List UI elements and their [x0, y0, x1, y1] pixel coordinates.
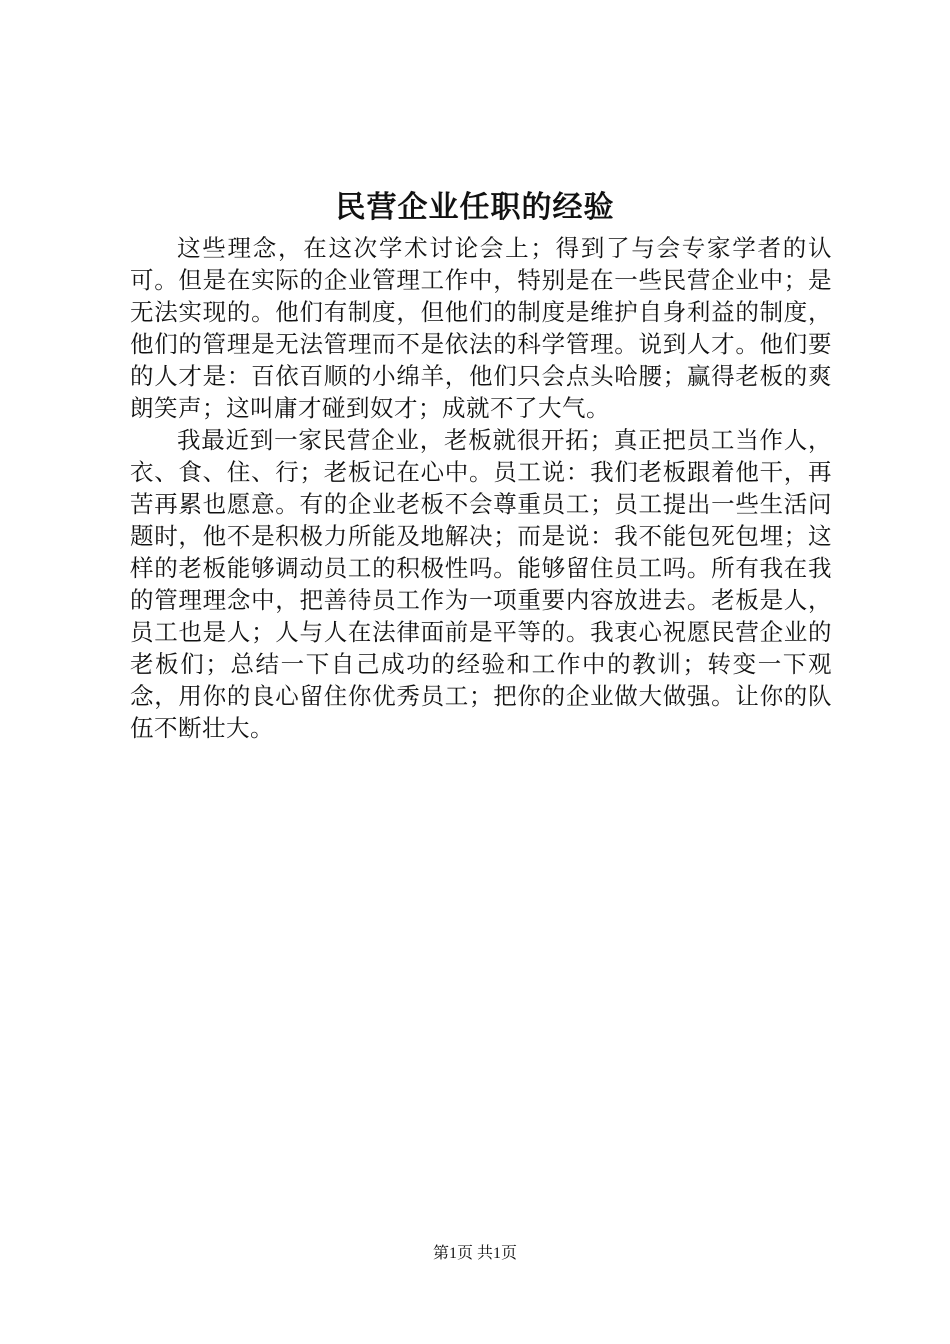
paragraph-2: 我最近到一家民营企业，老板就很开拓；真正把员工当作人，衣、食、住、行；老板记在心中。员工说：我们老板跟着他干，再苦再累也愿意。有的企业老板不会尊重员工；员工提出一些生活问题时，他不是积极力所能及地解决；而是说：我不能包死包埋；这样的老板能够调动员工的积极性吗。能够留住员工吗。所有我在我的管理理念中，把善待员工作为一项重要内容放进去。老板是人，员工也是人；人与人在法律面前是平等的。我衷心祝愿民营企业的老板们；总结一下自己成功的经验和工作中的教训；转变一下观念，用你的良心留住你优秀员工；把你的企业做大做强。让你的队伍不断壮大。 — [130, 426, 832, 742]
page-footer: 第1页 共1页 — [432, 1245, 517, 1262]
paragraph-1: 这些理念，在这次学术讨论会上；得到了与会专家学者的认可。但是在实际的企业管理工作中，特别是在一些民营企业中；是无法实现的。他们有制度，但他们的制度是维护自身利益的制度，他们的管理是无法管理而不是依法的科学管理。说到人才。他们要的人才是：百依百顺的小绵羊，他们只会点头哈腰；赢得老板的爽朗笑声；这叫庸才碰到奴才；成就不了大气。 — [130, 234, 832, 422]
document-body — [130, 232, 832, 744]
document-title: 民营企业任职的经验 — [335, 190, 615, 225]
